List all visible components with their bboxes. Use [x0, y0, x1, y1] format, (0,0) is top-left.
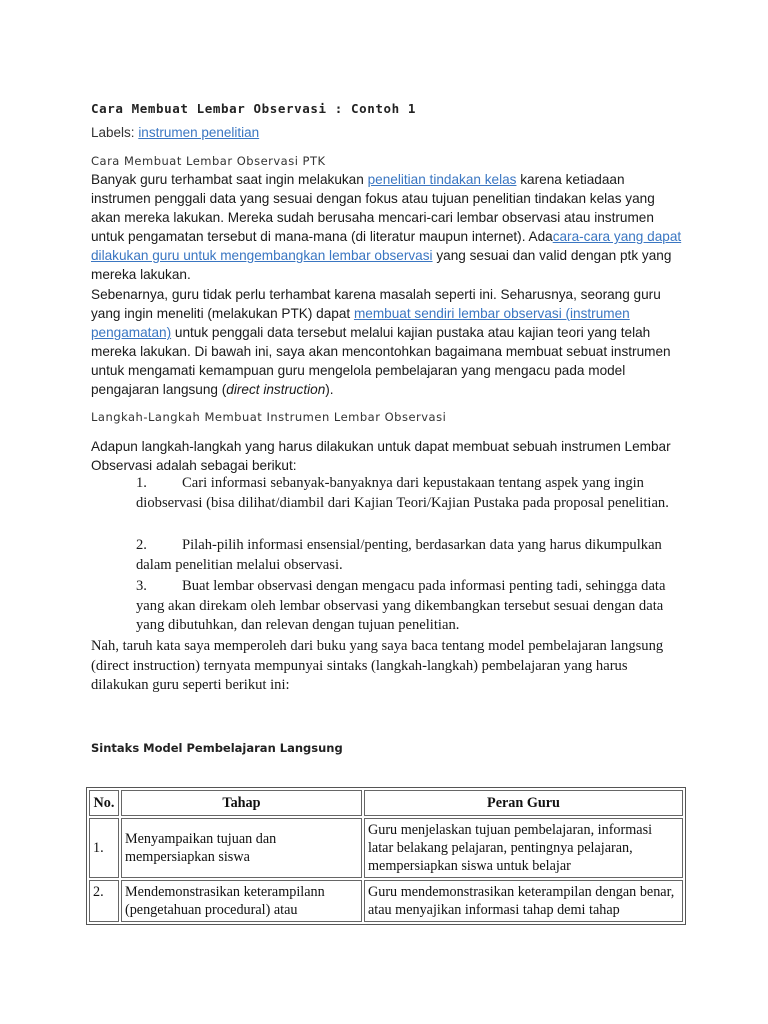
step-text: Buat lembar observasi dengan mengacu pada informasi penting tadi, sehingga data yang akan direkam oleh lembar observasi yang dikembangkan tersebut sesuai dengan data yang dibutuhkan, dan relevan dengan tujuan penelitian. — [136, 578, 666, 633]
step-text: Cari informasi sebanyak-banyaknya dari kepustakaan tentang aspek yang ingin diobservasi (bisa dilihat/diambil dari Kajian Teori/Kajian Pustaka pada proposal penelitian. — [136, 475, 669, 511]
paragraph-nah: Nah, taruh kata saya memperoleh dari buku yang saya baca tentang model pembelajaran langsung (direct instruction) ternyata mempunyai sintaks (langkah-langkah) pembelajaran yang harus dilakukan guru seperti berikut ini: — [91, 638, 664, 693]
list-item-step-3 — [136, 577, 684, 636]
paragraph-sebenarnya-italic: direct instruction — [226, 382, 326, 397]
paragraph-intro-text-b: karena ketiadaan instrumen penggali data yang sesuai dengan fokus atau tujuan penelitian tindakan kelas yang akan mereka lakukan. Mereka sudah berusaha mencari-cari lembar observasi atau instrumen untuk pengamatan tersebut di mana-mana (di literatur maupun internet). Ada — [91, 172, 655, 244]
paragraph-intro-text-c: yang sesuai dan valid dengan ptk yang mereka lakukan. — [91, 248, 672, 282]
link-membuat-sendiri-lembar-observasi[interactable]: membuat sendiri lembar observasi (instrumen pengamatan) — [91, 306, 630, 340]
link-penelitian-tindakan-kelas[interactable]: penelitian tindakan kelas — [367, 172, 517, 187]
cell-tahap: Menyampaikan tujuan dan mempersiapkan siswa — [121, 818, 362, 878]
sintaks-table — [86, 787, 686, 925]
step-number: 1. — [136, 475, 147, 491]
paragraph-sebenarnya-text-c: ). — [325, 382, 334, 397]
table-header-row — [89, 790, 683, 816]
table-title: Sintaks Model Pembelajaran Langsung — [91, 741, 343, 755]
paragraph-sebenarnya — [91, 285, 683, 399]
header-no: No. — [89, 790, 119, 816]
cell-tahap: Mendemonstrasikan keterampilann (pengetahuan procedural) atau — [121, 880, 362, 922]
cell-peran: Guru menjelaskan tujuan pembelajaran, informasi latar belakang pelajaran, pentingnya pelajaran, mempersiapkan siswa untuk belajar — [364, 818, 683, 878]
subtitle-ptk: Cara Membuat Lembar Observasi PTK — [91, 154, 326, 168]
label-link-instrumen-penelitian[interactable]: instrumen penelitian — [138, 125, 260, 140]
link-cara-mengembangkan-lembar-observasi[interactable]: cara-cara yang dapat dilakukan guru untuk mengembangkan lembar observasi — [91, 229, 682, 263]
step-text: Pilah-pilih informasi ensensial/penting, berdasarkan data yang harus dikumpulkan dalam penelitian melalui observasi. — [136, 537, 662, 573]
paragraph-intro-text-a: Banyak guru terhambat saat ingin melakukan — [91, 172, 368, 187]
table-row — [89, 880, 683, 922]
paragraph-intro — [91, 170, 683, 284]
list-item-step-2 — [136, 536, 684, 575]
page-title: Cara Membuat Lembar Observasi : Contoh 1 — [91, 101, 417, 116]
labels-line — [91, 125, 259, 140]
paragraph-sebenarnya-text-b: untuk penggali data tersebut melalui kajian pustaka atau kajian teori yang telah mereka lakukan. Di bawah ini, saya akan mencontohkan bagaimana membuat sebuat instrumen untuk mengamati kemampuan guru mengelola pembelajaran yang mengacu pada model pengajaran langsung ( — [91, 325, 671, 397]
step-number: 2. — [136, 537, 147, 553]
list-item-step-1 — [136, 474, 684, 513]
subtitle-langkah: Langkah-Langkah Membuat Instrumen Lembar Observasi — [91, 410, 447, 424]
table-row — [89, 818, 683, 878]
paragraph-adapun: Adapun langkah-langkah yang harus dilakukan untuk dapat membuat sebuah instrumen Lembar Observasi adalah sebagai berikut: — [91, 439, 671, 473]
cell-peran: Guru mendemonstrasikan keterampilan dengan benar, atau menyajikan informasi tahap demi tahap — [364, 880, 683, 922]
paragraph-sebenarnya-text-a: Sebenarnya, guru tidak perlu terhambat karena masalah seperti ini. Seharusnya, seorang guru yang ingin meneliti (melakukan PTK) dapat — [91, 287, 661, 321]
header-peran-guru: Peran Guru — [364, 790, 683, 816]
labels-prefix: Labels: — [91, 125, 135, 140]
cell-no: 1. — [89, 818, 119, 878]
cell-no: 2. — [89, 880, 119, 922]
step-number: 3. — [136, 578, 147, 594]
header-tahap: Tahap — [121, 790, 362, 816]
